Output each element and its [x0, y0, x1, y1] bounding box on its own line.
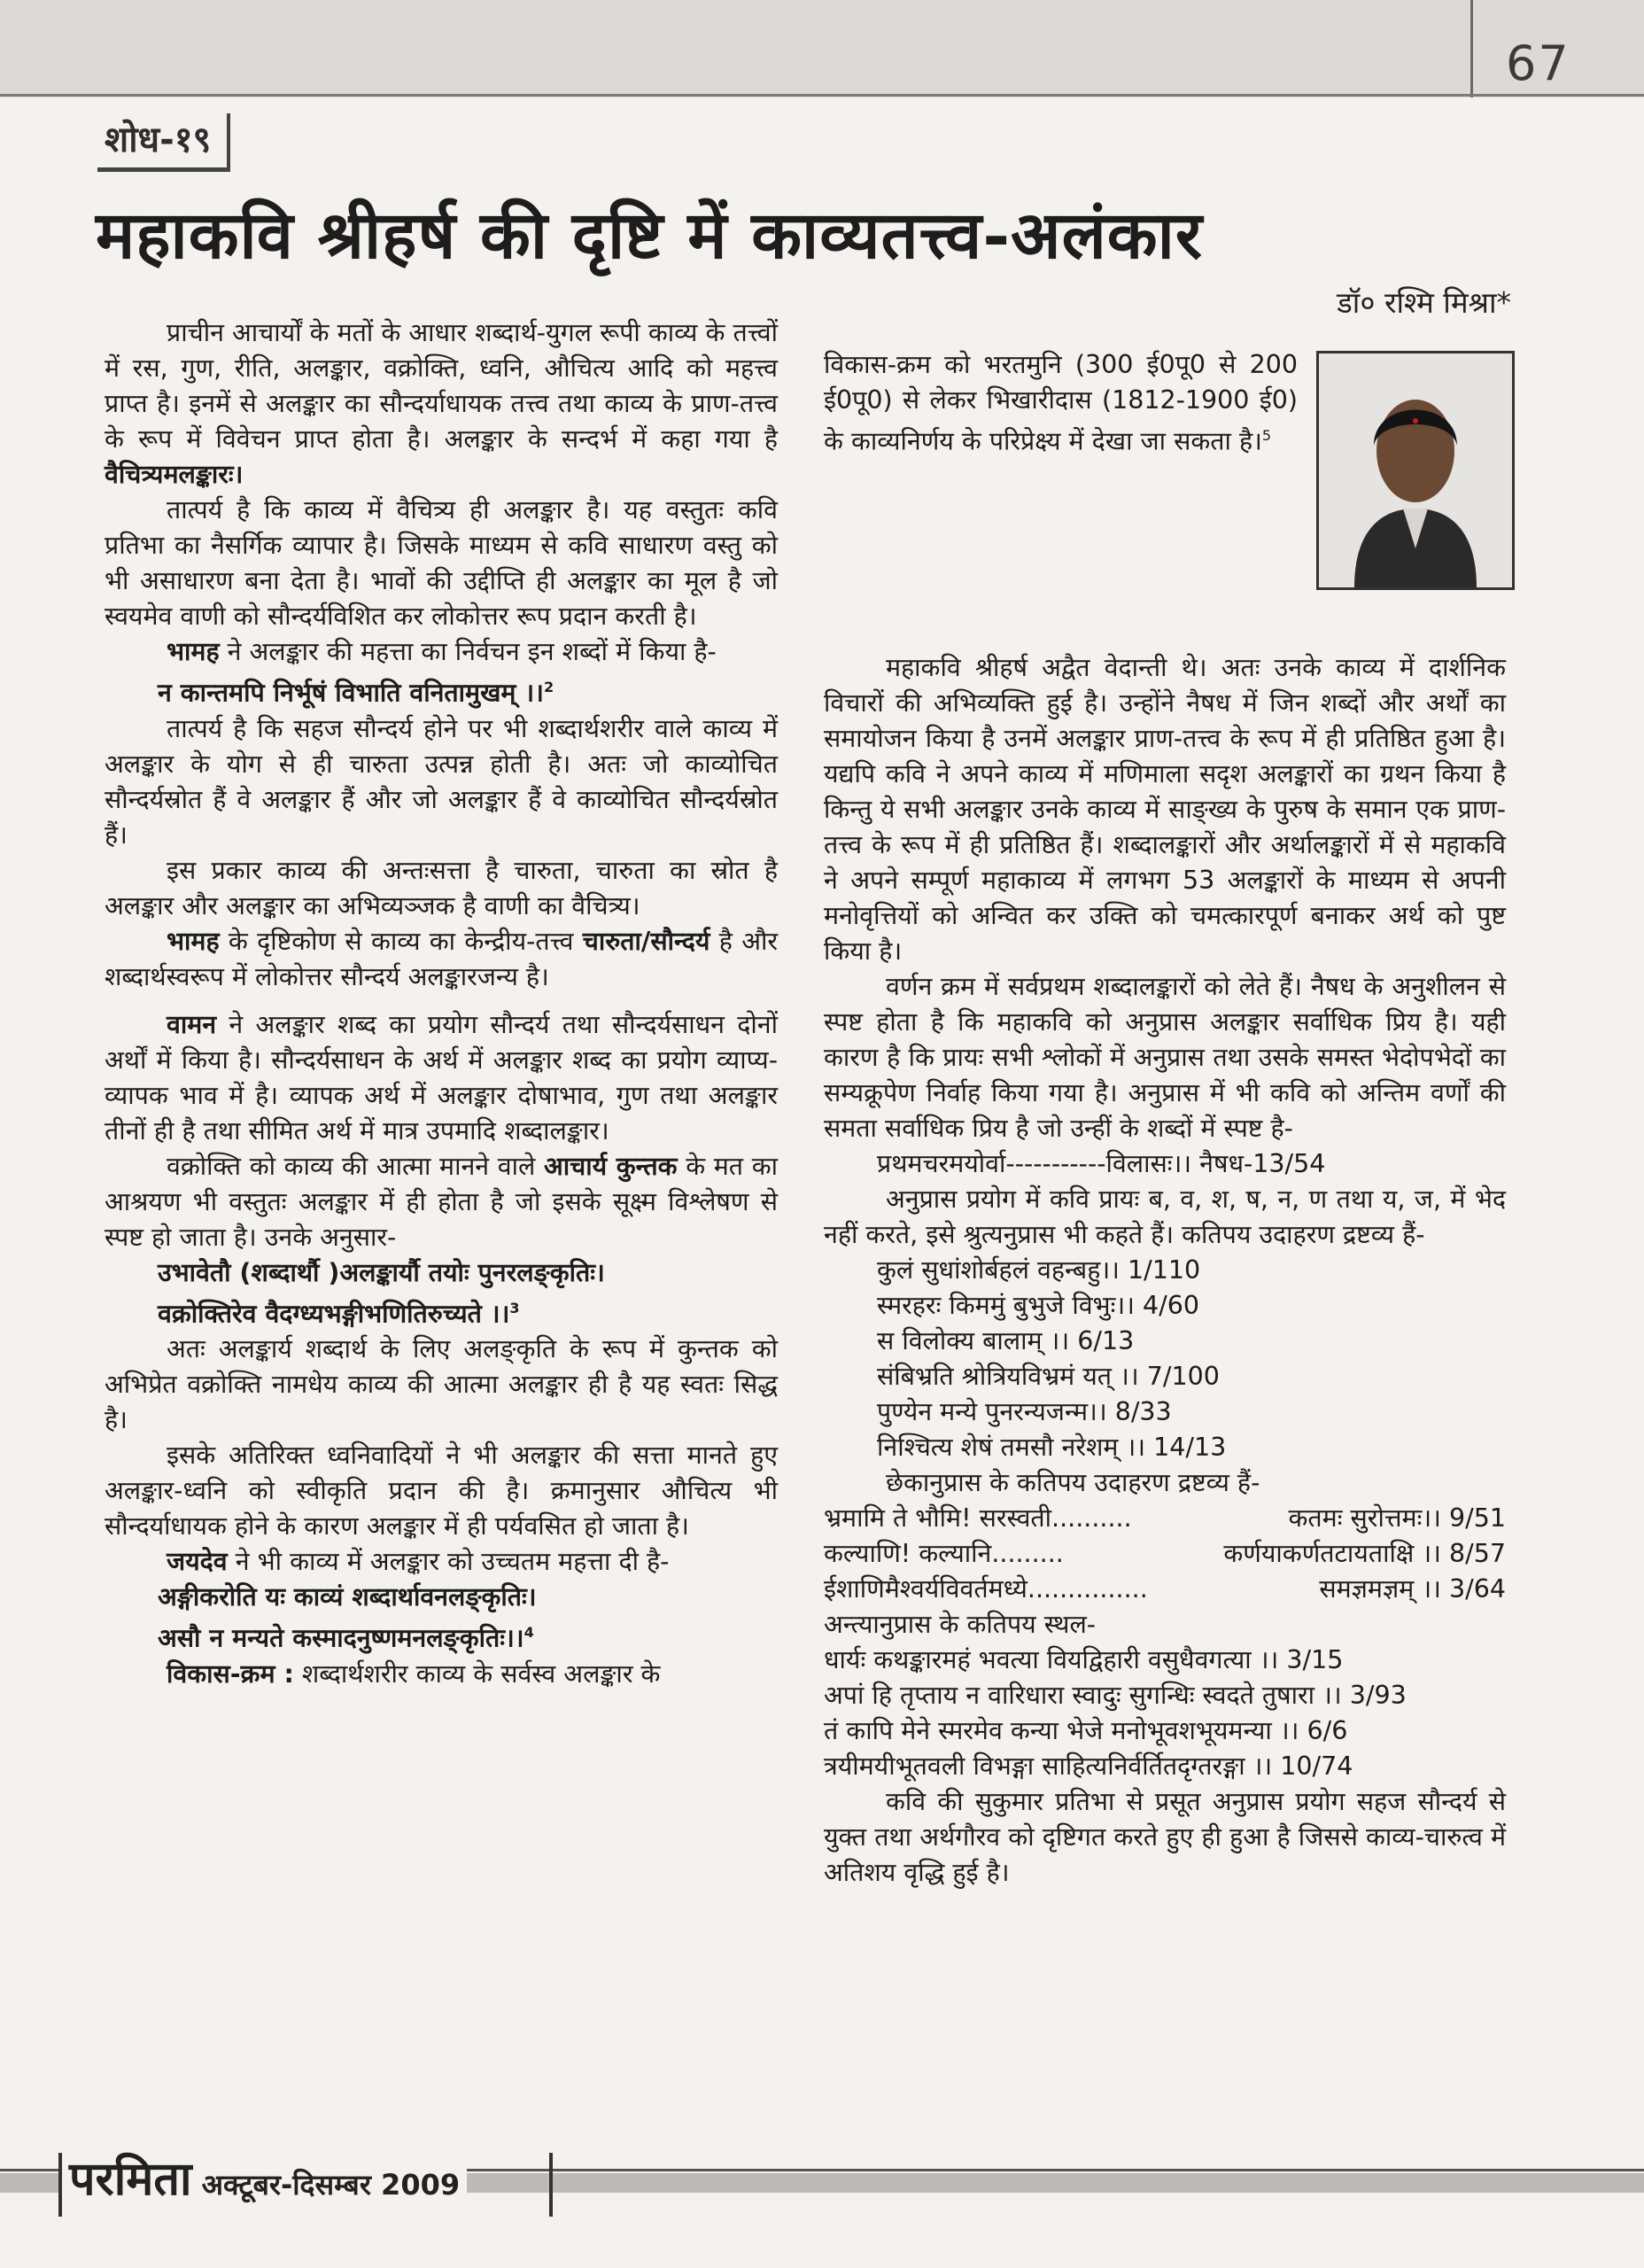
- example-line: भ्रमामि ते भौमि! सरस्वती.......... कतमः सुरोत्तमः।। 9/51: [824, 1503, 1506, 1533]
- paragraph: भामह के दृष्टिकोण से काव्य का केन्द्रीय-तत्त्व चारुता/सौन्दर्य है और शब्दार्थस्वरूप में लोकोत्तर सौन्दर्य अलङ्कारजन्य है।: [105, 926, 779, 991]
- footer: [62, 2146, 467, 2217]
- verse: अङ्गीकरोति यः काव्यं शब्दार्थावनलङ्कृतिः।: [158, 1582, 537, 1612]
- example-line: त्रयीमयीभूतवली विभङ्गा साहित्यनिर्वर्तितदृग्तरङ्गा ।। 10/74: [824, 1751, 1353, 1781]
- paragraph: वक्रोक्ति को काव्य की आत्मा मानने वाले आचार्य कुन्तक के मत का आश्रयण भी वस्तुतः अलङ्कार में ही होता है जो इसके सूक्ष्म विश्लेषण से स्पष्ट हो जाता है। उनके अनुसार-: [105, 1151, 779, 1252]
- paragraph: अन्त्यानुप्रास के कतिपय स्थल-: [824, 1610, 1097, 1639]
- right-column: [824, 650, 1506, 1891]
- author-photo: [1316, 351, 1515, 590]
- example-line: संबिभ्रति श्रोत्रियविभ्रमं यत् ।। 7/100: [877, 1362, 1220, 1391]
- example-line: कुलं सुधांशोर्बहलं वहन्बहु।। 1/110: [877, 1255, 1201, 1285]
- issue-date: अक्टूबर-दिसम्बर 2009: [201, 2168, 461, 2202]
- top-band: [0, 0, 1644, 97]
- paragraph: विकास-क्रम : शब्दार्थशरीर काव्य के सर्वस्व अलङ्कार के: [167, 1658, 661, 1689]
- top-rule: [0, 94, 1644, 97]
- paragraph: अतः अलङ्कार्य शब्दार्थ के लिए अलङ्कृति के रूप में कुन्तक को अभिप्रेत वक्रोक्ति नामधेय काव्य की आत्मा अलङ्कार ही है यह स्वतः सिद्ध है।: [105, 1334, 778, 1434]
- paragraph: कवि की सुकुमार प्रतिभा से प्रसूत अनुप्रास प्रयोग सहज सौन्दर्य से युक्त तथा अर्थगौरव को दृष्टिगत करते हुए ही हुआ है जिससे काव्य-चारुत्व में अतिशय वृद्धि हुई है।: [824, 1787, 1506, 1887]
- verse: वक्रोक्तिरेव वैदग्ध्यभङ्गीभणितिरुच्यते ।।$^3$: [158, 1299, 520, 1328]
- example-list: [824, 1253, 1506, 1465]
- author-name: डॉ० रश्मि मिश्रा*: [1337, 285, 1511, 320]
- section-tag: शोध-१९: [97, 113, 230, 172]
- paragraph: अनुप्रास प्रयोग में कवि प्रायः ब, व, श, ष, न, ण तथा य, ज, में भेद नहीं करते, इसे श्रुत्यनुप्रास भी कहते हैं। कतिपय उदाहरण द्रष्टव्य हैं-: [824, 1184, 1506, 1249]
- quote-line: प्रथमचरमयोर्वा-----------विलासः।। नैषध-13/54: [877, 1149, 1326, 1178]
- magazine-name: परमिता: [69, 2153, 192, 2206]
- example-line: धार्यः कथङ्कारमहं भवत्या वियद्विहारी वसुधैवगत्या ।। 3/15: [824, 1645, 1344, 1674]
- paragraph: वर्णन क्रम में सर्वप्रथम शब्दालङ्कारों को लेते हैं। नैषध के अनुशीलन से स्पष्ट होता है कि महाकवि को अनुप्रास अलङ्कार सर्वाधिक प्रिय है। यही कारण है कि प्रायः सभी श्लोकों में अनुप्रास तथा उसके समस्त भेदोपभेदों का सम्यक्रूपेण निर्वाह किया गया है। अनुप्रास में भी कवि को अन्तिम वर्णों की समता सर्वाधिक प्रिय है जो उन्हीं के शब्दों में स्पष्ट है-: [824, 972, 1506, 1143]
- paragraph: वामन ने अलङ्कार शब्द का प्रयोग सौन्दर्य तथा सौन्दर्यसाधन दोनों अर्थों में किया है। सौन्दर्यसाधन के अर्थ में अलङ्कार शब्द का प्रयोग व्याप्य-व्यापक भाव में है। व्यापक अर्थ में अलङ्कार दोषाभाव, गुण तथा अलङ्कार तीनों ही है तथा सीमित अर्थ में मात्र उपमादि शब्दालङ्कार।: [105, 1009, 779, 1146]
- example-line: स्मरहरः किममुं बुभुजे विभुः।। 4/60: [877, 1291, 1200, 1320]
- author-portrait-icon: [1319, 353, 1512, 587]
- example-line: कल्याणि! कल्यानि......... कर्णयाकर्णतटायताक्षि ।। 8/57: [824, 1539, 1506, 1568]
- verse: उभावेतौ (शब्दार्थौ )अलङ्कार्यौ तयोः पुनरलङ्कृतिः।: [158, 1257, 605, 1287]
- paragraph: छेकानुप्रास के कतिपय उदाहरण द्रष्टव्य हैं-: [886, 1468, 1260, 1497]
- paragraph: इस प्रकार काव्य की अन्तःसत्ता है चारुता, चारुता का स्रोत है अलङ्कार और अलङ्कार का अभिव्यञ्जक है वाणी का वैचित्र्य।: [105, 855, 778, 920]
- example-line: पुण्येन मन्ये पुनरन्यजन्म।। 8/33: [877, 1397, 1172, 1426]
- paragraph: तात्पर्य है कि सहज सौन्दर्य होने पर भी शब्दार्थशरीर वाले काव्य में अलङ्कार के योग से ही चारुता उत्पन्न होती है। अतः जो काव्योचित सौन्दर्यस्रोत हैं वे अलङ्कार हैं और जो अलङ्कार हैं वे काव्योचित सौन्दर्यस्रोत हैं।: [105, 713, 778, 850]
- paragraph: इसके अतिरिक्त ध्वनिवादियों ने भी अलङ्कार की सत्ता मानते हुए अलङ्कार-ध्वनि को स्वीकृति प्रदान की है। क्रमानुसार औचित्य भी सौन्दर्याधायक होने के कारण अलङ्कार में ही पर्यवसित हो जाता है।: [105, 1441, 778, 1541]
- paragraph: महाकवि श्रीहर्ष अद्वैत वेदान्ती थे। अतः उनके काव्य में दार्शनिक विचारों की अभिव्यक्ति हुई है। उन्होंने नैषध में जिन शब्दों और अर्थों का समायोजन किया है उनमें अलङ्कार प्राण-तत्त्व के रूप में ही प्रतिष्ठित हुआ है। यद्यपि कवि ने अपने काव्य में मणिमाला सदृश अलङ्कारों का ग्रथन किया है किन्तु ये सभी अलङ्कार उनके काव्य में साङ्ख्य के पुरुष के समान एक प्राण-तत्त्व के रूप में ही प्रतिष्ठित हैं। शब्दालङ्कारों और अर्थालङ्कारों में से महाकवि ने अपने सम्पूर्ण महाकाव्य में लगभग 53 अलङ्कारों के माध्यम से अपनी मनोवृत्तियों को अन्वित कर उक्ति को चमत्कारपूर्ण बनाकर अर्थ को पुष्ट किया है।: [824, 653, 1506, 966]
- paragraph: तात्पर्य है कि काव्य में वैचित्र्य ही अलङ्कार है। यह वस्तुतः कवि प्रतिभा का नैसर्गिक व्यापार है। जिसके माध्यम से कवि साधारण वस्तु को भी असाधारण बना देता है। भावों की उद्दीप्ति ही अलङ्कार का मूल है जो स्वयमेव वाणी को सौन्दर्यविशित कर लोकोत्तर रूप प्रदान करती है।: [105, 495, 778, 631]
- page-number: 67: [1506, 35, 1570, 91]
- left-column: [105, 315, 778, 1692]
- example-line: अपां हि तृप्ताय न वारिधारा स्वादुः सुगन्धिः स्वदते तुषारा ।। 3/93: [824, 1681, 1407, 1710]
- example-line: तं कापि मेने स्मरमेव कन्या भेजे मनोभूवशभूयमन्या ।। 6/6: [824, 1716, 1348, 1745]
- verse: असौ न मन्यते कस्मादनुष्णमनलङ्कृतिः।।$^4$: [158, 1623, 534, 1653]
- intro-paragraph: विकास-क्रम को भरतमुनि (300 ई0पू0 से 200 ई0पू0) से लेकर भिखारीदास (1812-1900 ई0) के काव्यनिर्णय के परिप्रेक्ष्य में देखा जा सकता है।$^5$: [824, 350, 1298, 456]
- example-line: निश्चित्य शेषं तमसौ नरेशम् ।। 14/13: [877, 1433, 1227, 1462]
- footer-bar-right: [549, 2153, 553, 2217]
- paragraph: भामह ने अलङ्कार की महत्ता का निर्वचन इन शब्दों में किया है-: [167, 637, 717, 666]
- page-number-divider: [1470, 0, 1473, 97]
- paragraph: जयदेव ने भी काव्य में अलङ्कार को उच्चतम महत्ता दी है-: [167, 1547, 670, 1576]
- paragraph: प्राचीन आचार्यों के मतों के आधार शब्दार्थ-युगल रूपी काव्य के तत्त्वों में रस, गुण, रीति, अलङ्कार, वक्रोक्ति, ध्वनि, औचित्य आदि को महत्त्व प्राप्त है। इनमें से अलङ्कार का सौन्दर्याधायक तत्त्व तथा काव्य के प्राण-तत्त्व के रूप में विवेचन प्राप्त होता है। अलङ्कार के सन्दर्भ में कहा गया है वैचित्र्यमलङ्कारः।: [105, 318, 778, 489]
- verse: न कान्तमपि निर्भूषं विभाति वनितामुखम् ।।$^2$: [158, 678, 554, 708]
- example-line: ईशाणिमैश्वर्यविवर्तमध्ये............... समज्ञमज्ञम् ।। 3/64: [824, 1574, 1506, 1604]
- article-title: महाकवि श्रीहर्ष की दृष्टि में काव्यतत्त्व-अलंकार: [96, 198, 1204, 274]
- example-line: स विलोक्य बालाम् ।। 6/13: [877, 1326, 1135, 1355]
